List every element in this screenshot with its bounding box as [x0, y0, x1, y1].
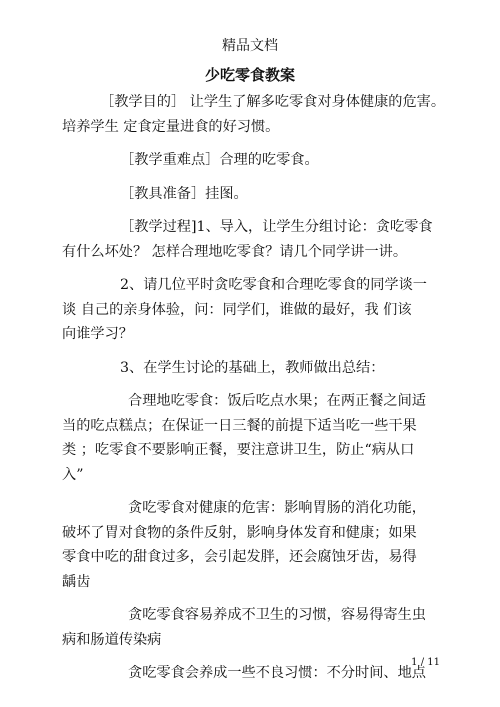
paragraph-health-harm	[62, 496, 447, 594]
text-line: 有什么坏处？ 怎样合理地吃零食？请几个同学讲一讲。	[62, 243, 408, 260]
text-line: 谈 自己的亲身体验，问：同学们，谁做的最好，我 们该	[62, 301, 412, 318]
paragraph-objective	[62, 90, 447, 139]
page-header: 精品文档	[222, 38, 278, 54]
paragraph-step-3	[62, 356, 447, 381]
text-line: 贪吃零食容易养成不卫生的习惯，容易得寄生虫	[128, 607, 426, 623]
text-line: 零食中吃的甜食过多，会引起发胖，还会腐蚀牙齿，易得	[62, 549, 417, 565]
text-line: 合理地吃零食：饭后吃点水果；在两正餐之间适	[128, 393, 426, 409]
text-line: 贪吃零食对健康的危害：影响胃肠的消化功能，	[128, 500, 426, 516]
paragraph-materials	[62, 182, 447, 207]
text-line: ［教学过程]1、导入，让学生分组讨论：贪吃零食	[120, 219, 433, 235]
paragraph-step-2	[62, 273, 447, 347]
document-body	[62, 90, 447, 686]
text-line: 病和肠道传染病	[62, 631, 162, 648]
text-line: 类 ；吃零食不要影响正餐，要注意讲卫生，防止“病从口	[62, 442, 415, 458]
text-line: ［教具准备］挂图。	[120, 185, 248, 202]
text-line: 2、请几位平时贪吃零食和合理吃零食的同学谈一	[120, 277, 427, 293]
paragraph-reasonable-snacking	[62, 389, 447, 487]
paragraph-hygiene	[62, 603, 447, 652]
text-line: 当的吃点糕点；在保证一日三餐的前提下适当吃一些干果	[62, 417, 417, 434]
paragraph-bad-habits	[62, 661, 447, 686]
text-line: 破坏了胃对食物的条件反射，影响身体发育和健康；如果	[62, 524, 417, 541]
text-line: 入”	[62, 466, 84, 483]
text-line: 龋齿	[62, 573, 91, 590]
text-line: ［教学目的］ 让学生了解多吃零食对身体健康的危害。	[100, 94, 446, 110]
page-number: 1 / 11	[411, 657, 440, 668]
text-line: ［教学重难点］合理的吃零食。	[120, 152, 319, 168]
paragraph-process	[62, 215, 447, 264]
text-line: 培养学生 定食定量进食的好习惯。	[62, 118, 280, 135]
text-line: 3、在学生讨论的基础上，教师做出总结：	[120, 359, 385, 376]
text-line: 向谁学习？	[62, 326, 133, 342]
paragraph-key-points	[62, 148, 447, 173]
text-line: 贪吃零食会养成一些不良习惯：不分时间、地点	[128, 665, 426, 681]
document-title: 少吃零食教案	[204, 66, 295, 84]
